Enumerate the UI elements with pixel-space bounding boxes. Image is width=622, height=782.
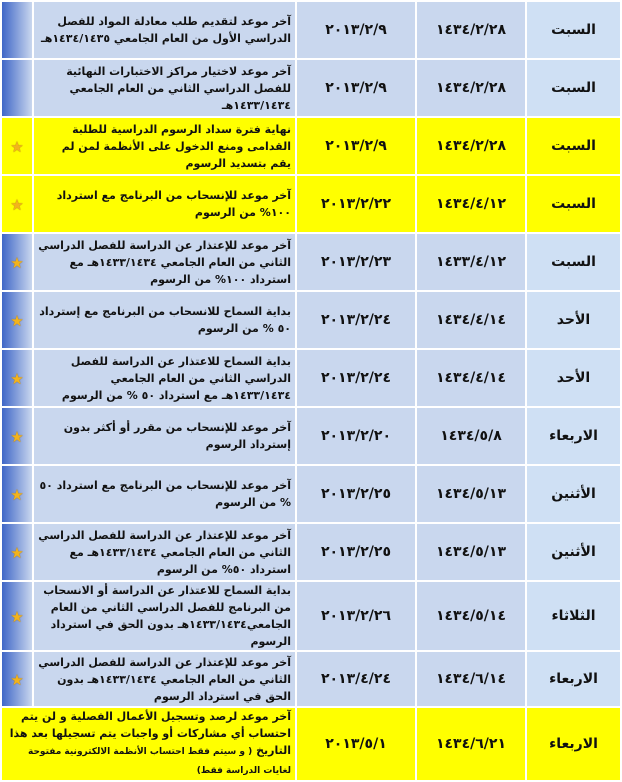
hijri-date-cell: ١٤٣٤/٢/٢٨ — [416, 117, 526, 175]
event-description-cell: آخر موعد لاختيار مراكز الاختبارات النهائية للفصل الدراسي الثاني من العام الجامعي ١٤٣٣/١٤٣٤هـ — [33, 59, 296, 117]
gregorian-date-cell: ٢٠١٣/٢/٢٠ — [296, 407, 416, 465]
day-cell: الأحد — [526, 349, 621, 407]
day-cell: الأثنين — [526, 465, 621, 523]
gregorian-date-cell: ٢٠١٣/٢/٢٤ — [296, 291, 416, 349]
star-icon: ★ — [10, 369, 24, 388]
marker-cell — [1, 291, 33, 349]
event-description-note: ( و سيتم فقط احتساب الأنظمة الالكترونية مفتوحة لغايات الدراسة فقط) — [27, 747, 291, 776]
event-description-cell: آخر موعد للإعتذار عن الدراسة للفصل الدراسي الثاني من العام الجامعي ١٤٣٣/١٤٣٤هـ مع استرداد ٥٠% من الرسوم — [33, 523, 296, 581]
event-description-cell: آخر موعد للإنسحاب من مقرر أو أكثر بدون إسترداد الرسوم — [33, 407, 296, 465]
star-icon: ★ — [10, 137, 24, 156]
event-description-cell: آخر موعد للإنسحاب من البرنامج مع استرداد ١٠٠% من الرسوم — [33, 175, 296, 233]
marker-cell — [1, 117, 33, 175]
day-cell: السبت — [526, 117, 621, 175]
event-description-cell — [1, 707, 296, 781]
star-icon: ★ — [10, 543, 24, 562]
gregorian-date-cell: ٢٠١٣/٢/٢٦ — [296, 581, 416, 651]
event-description-cell: نهاية فترة سداد الرسوم الدراسية للطلبة القدامى ومنع الدخول على الأنظمة لمن لم يقم بتسديد الرسوم — [33, 117, 296, 175]
calendar-row — [1, 117, 621, 175]
calendar-row — [1, 1, 621, 59]
hijri-date-cell: ١٤٣٤/٤/١٤ — [416, 291, 526, 349]
marker-cell — [1, 465, 33, 523]
hijri-date-cell: ١٤٣٤/٢/٢٨ — [416, 1, 526, 59]
gregorian-date-cell: ٢٠١٣/٢/٩ — [296, 1, 416, 59]
day-cell: الأثنين — [526, 523, 621, 581]
event-description-cell: آخر موعد للإنسحاب من البرنامج مع استرداد ٥٠ % من الرسوم — [33, 465, 296, 523]
day-cell: الاربعاء — [526, 651, 621, 707]
marker-cell — [1, 651, 33, 707]
calendar-row — [1, 407, 621, 465]
hijri-date-cell: ١٤٣٤/٥/١٣ — [416, 465, 526, 523]
marker-cell — [1, 407, 33, 465]
marker-cell — [1, 59, 33, 117]
empty-marker — [10, 80, 24, 94]
hijri-date-cell: ١٤٣٣/٤/١٢ — [416, 233, 526, 291]
day-cell: الاربعاء — [526, 707, 621, 781]
day-cell: السبت — [526, 175, 621, 233]
hijri-date-cell: ١٤٣٤/٥/٨ — [416, 407, 526, 465]
star-icon: ★ — [10, 253, 24, 272]
gregorian-date-cell: ٢٠١٣/٢/٢٥ — [296, 465, 416, 523]
star-icon: ★ — [10, 311, 24, 330]
calendar-row — [1, 175, 621, 233]
event-description-cell: آخر موعد لتقديم طلب معادلة المواد للفصل الدراسي الأول من العام الجامعي ١٤٣٤/١٤٣٥هـ — [33, 1, 296, 59]
day-cell: الاربعاء — [526, 407, 621, 465]
calendar-row — [1, 581, 621, 651]
calendar-row — [1, 59, 621, 117]
hijri-date-cell: ١٤٣٤/٦/٢١ — [416, 707, 526, 781]
calendar-row — [1, 233, 621, 291]
gregorian-date-cell: ٢٠١٣/٤/٢٤ — [296, 651, 416, 707]
day-cell: السبت — [526, 59, 621, 117]
event-description-cell: آخر موعد للإعتذار عن الدراسة للفصل الدراسي الثاني من العام الجامعي ١٤٣٣/١٤٣٤هـ مع استرداد ١٠٠% من الرسوم — [33, 233, 296, 291]
gregorian-date-cell: ٢٠١٣/٢/٢٣ — [296, 233, 416, 291]
hijri-date-cell: ١٤٣٤/٤/١٢ — [416, 175, 526, 233]
star-icon: ★ — [10, 607, 24, 626]
gregorian-date-cell: ٢٠١٣/٢/٩ — [296, 117, 416, 175]
event-description-cell: بداية السماح للاعتذار عن الدراسة للفصل الدراسي الثاني من العام الجامعي ١٤٣٣/١٤٣٤هـ مع استرداد ٥٠ % من الرسوم — [33, 349, 296, 407]
gregorian-date-cell: ٢٠١٣/٥/١ — [296, 707, 416, 781]
gregorian-date-cell: ٢٠١٣/٢/٩ — [296, 59, 416, 117]
day-cell: الأحد — [526, 291, 621, 349]
empty-marker — [10, 22, 24, 36]
day-cell: السبت — [526, 233, 621, 291]
day-cell: الثلاثاء — [526, 581, 621, 651]
calendar-row — [1, 465, 621, 523]
event-description-cell: بداية السماح للانسحاب من البرنامج مع إسترداد ٥٠ % من الرسوم — [33, 291, 296, 349]
hijri-date-cell: ١٤٣٤/٥/١٣ — [416, 523, 526, 581]
hijri-date-cell: ١٤٣٤/٦/١٤ — [416, 651, 526, 707]
star-icon: ★ — [10, 427, 24, 446]
gregorian-date-cell: ٢٠١٣/٢/٢٢ — [296, 175, 416, 233]
event-description-cell: آخر موعد للإعتذار عن الدراسة للفصل الدراسي الثاني من العام الجامعي ١٤٣٣/١٤٣٤هـ بدون الحق في استرداد الرسوم — [33, 651, 296, 707]
marker-cell — [1, 233, 33, 291]
marker-cell — [1, 523, 33, 581]
event-description-main: آخر موعد لرصد وتسجيل الأعمال الفصلية و لن يتم احتساب أي مشاركات أو واجبات يتم تسجيلها بعد هذا التاريخ — [9, 710, 291, 757]
calendar-row — [1, 349, 621, 407]
marker-cell — [1, 1, 33, 59]
day-cell: السبت — [526, 1, 621, 59]
hijri-date-cell: ١٤٣٤/٤/١٤ — [416, 349, 526, 407]
calendar-row — [1, 651, 621, 707]
marker-cell — [1, 581, 33, 651]
marker-cell — [1, 175, 33, 233]
calendar-row — [1, 291, 621, 349]
event-description-cell: بداية السماح للاعتذار عن الدراسة أو الانسحاب من البرنامج للفصل الدراسي الثاني من العام الجامعي١٤٣٣/١٤٣٤هـ بدون الحق في استرداد الرسوم — [33, 581, 296, 651]
gregorian-date-cell: ٢٠١٣/٢/٢٥ — [296, 523, 416, 581]
star-icon: ★ — [10, 195, 24, 214]
hijri-date-cell: ١٤٣٤/٥/١٤ — [416, 581, 526, 651]
gregorian-date-cell: ٢٠١٣/٢/٢٤ — [296, 349, 416, 407]
star-icon: ★ — [10, 485, 24, 504]
star-icon: ★ — [10, 670, 24, 689]
calendar-row-last — [1, 707, 621, 781]
marker-cell — [1, 349, 33, 407]
calendar-row — [1, 523, 621, 581]
hijri-date-cell: ١٤٣٤/٢/٢٨ — [416, 59, 526, 117]
